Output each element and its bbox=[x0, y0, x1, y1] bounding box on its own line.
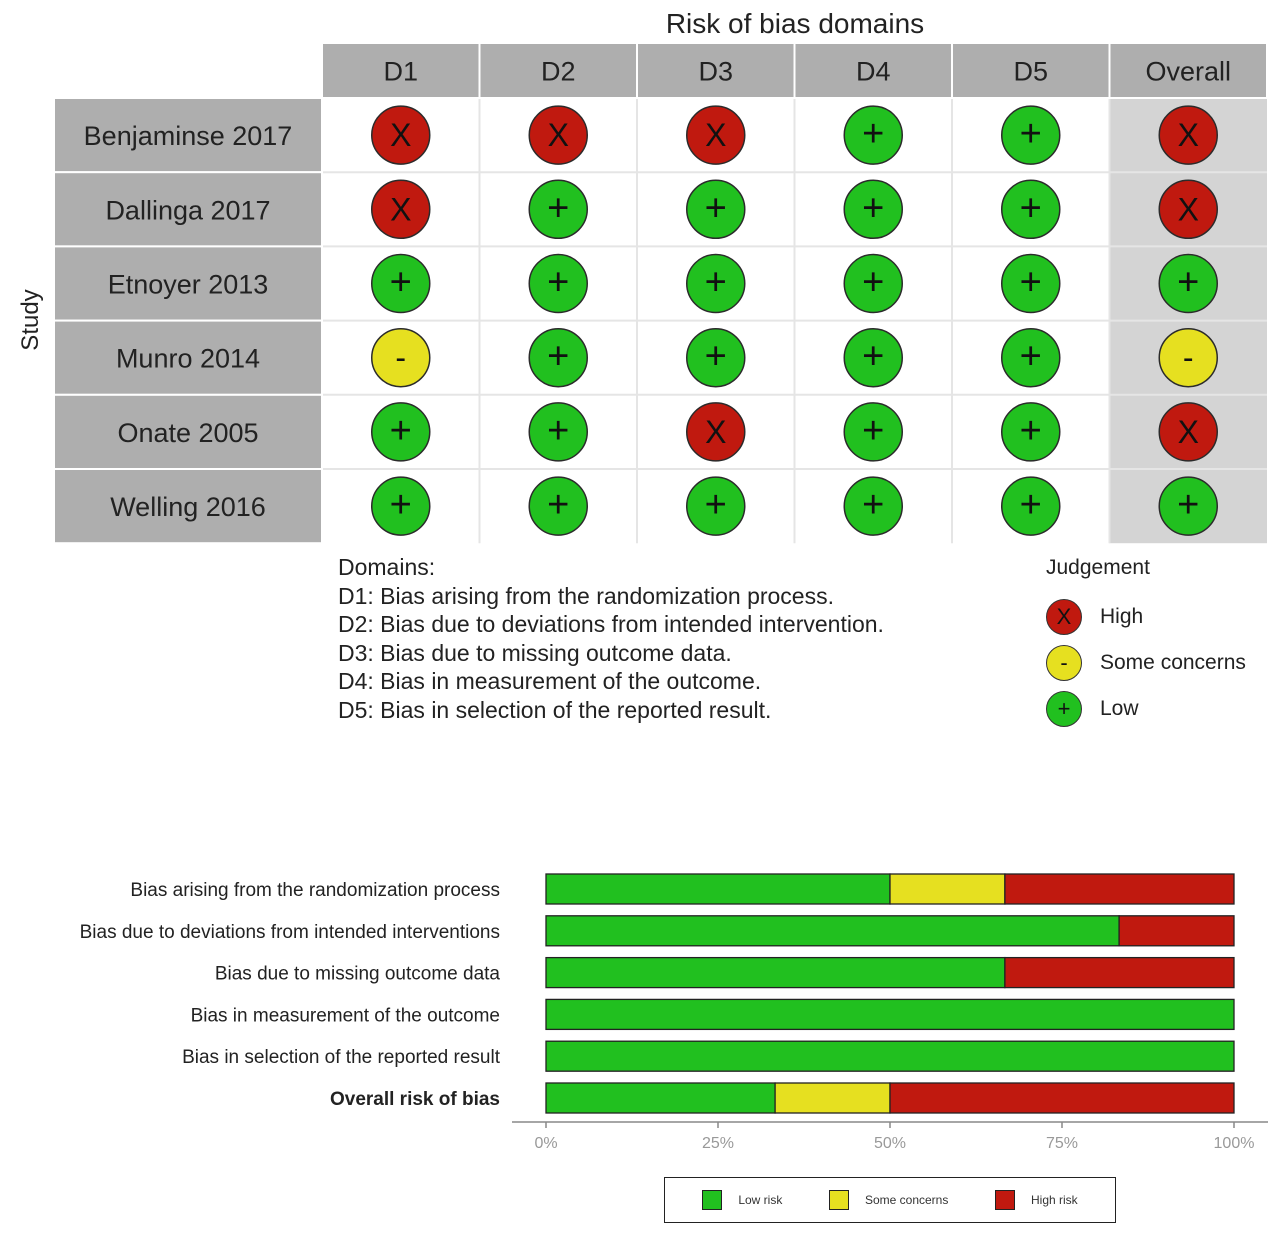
judgement-legend-high bbox=[1046, 594, 1246, 640]
high-risk-icon: X bbox=[1046, 599, 1082, 635]
bar-category-label: Bias due to missing outcome data bbox=[214, 963, 500, 985]
judgement-low-icon bbox=[529, 180, 587, 238]
judgement-symbol: + bbox=[862, 261, 885, 304]
judgement-low-icon bbox=[844, 180, 902, 238]
judgement-legend bbox=[1046, 556, 1246, 732]
judgement-symbol: + bbox=[862, 335, 885, 378]
bar-category-label: Bias in measurement of the outcome bbox=[190, 1005, 500, 1027]
bar-segment-high bbox=[890, 1083, 1234, 1113]
judgement-low-icon bbox=[372, 255, 430, 313]
judgement-symbol: + bbox=[1019, 187, 1042, 230]
judgement-high-icon bbox=[529, 106, 587, 164]
traffic-light-title: Risk of bias domains bbox=[665, 8, 925, 39]
domain-description-d4: D4: Bias in measurement of the outcome. bbox=[338, 668, 762, 694]
judgement-low-icon bbox=[529, 329, 587, 387]
judgement-symbol: X bbox=[1177, 191, 1199, 228]
bar-legend-high bbox=[995, 1190, 1078, 1210]
judgement-symbol: - bbox=[1182, 339, 1194, 376]
judgement-symbol: + bbox=[547, 484, 570, 527]
column-header-overall: Overall bbox=[1145, 56, 1232, 87]
judgement-high-icon bbox=[372, 180, 430, 238]
x-tick-label: 50% bbox=[873, 1135, 907, 1152]
judgement-symbol: + bbox=[389, 409, 412, 452]
judgement-symbol: X bbox=[390, 191, 412, 228]
judgement-low-icon bbox=[1002, 180, 1060, 238]
judgement-low-icon bbox=[687, 180, 745, 238]
traffic-light-study-labels bbox=[54, 98, 322, 543]
bar-chart-x-axis bbox=[512, 1122, 1268, 1152]
bar-segment-low bbox=[546, 1083, 775, 1113]
judgement-low-icon bbox=[1002, 255, 1060, 313]
x-tick-label: 25% bbox=[701, 1135, 735, 1152]
judgement-symbol: + bbox=[1019, 261, 1042, 304]
judgement-symbol: X bbox=[390, 117, 412, 154]
judgement-symbol: X bbox=[1177, 117, 1199, 154]
judgement-symbol: + bbox=[1019, 484, 1042, 527]
column-header-d5: D5 bbox=[1013, 56, 1049, 87]
judgement-legend-low-label: Low bbox=[1100, 697, 1139, 720]
judgement-symbol: + bbox=[1177, 261, 1200, 304]
judgement-high-icon bbox=[1159, 403, 1217, 461]
column-header-d1: D1 bbox=[383, 56, 419, 87]
judgement-symbol: + bbox=[547, 409, 570, 452]
judgement-low-icon bbox=[1159, 255, 1217, 313]
judgement-symbol: + bbox=[547, 187, 570, 230]
judgement-low-icon bbox=[1002, 329, 1060, 387]
judgement-symbol: + bbox=[389, 484, 412, 527]
judgement-symbol: + bbox=[862, 187, 885, 230]
judgement-symbol: + bbox=[389, 261, 412, 304]
judgement-low-icon bbox=[844, 403, 902, 461]
judgement-symbol: X bbox=[547, 117, 569, 154]
judgement-legend-high-label: High bbox=[1100, 605, 1144, 628]
bar-segment-low bbox=[546, 1041, 1234, 1071]
x-tick-label: 75% bbox=[1045, 1135, 1079, 1152]
judgement-low-icon bbox=[529, 403, 587, 461]
judgement-low-icon bbox=[844, 329, 902, 387]
judgement-low-icon bbox=[844, 477, 902, 535]
bar-chart-legend bbox=[664, 1177, 1116, 1223]
high-risk-swatch bbox=[995, 1190, 1015, 1210]
traffic-light-column-headers bbox=[322, 43, 1267, 98]
judgement-symbol: + bbox=[704, 187, 727, 230]
judgement-symbol: + bbox=[1019, 409, 1042, 452]
judgement-symbol: + bbox=[547, 261, 570, 304]
some-concerns-icon: - bbox=[1046, 645, 1082, 681]
judgement-symbol: X bbox=[1177, 413, 1199, 450]
study-label: Etnoyer 2013 bbox=[107, 269, 269, 300]
judgement-low-icon bbox=[844, 255, 902, 313]
bar-segment-low bbox=[546, 958, 1005, 988]
x-tick-label: 0% bbox=[534, 1135, 558, 1152]
judgement-low-icon bbox=[529, 477, 587, 535]
bar-legend-some-label: Some concerns bbox=[864, 1193, 949, 1207]
judgement-symbol: + bbox=[1019, 335, 1042, 378]
judgement-legend-low bbox=[1046, 686, 1246, 732]
bar-legend-low bbox=[702, 1190, 782, 1210]
judgement-legend-some bbox=[1046, 640, 1246, 686]
domain-description-d5: D5: Bias in selection of the reported result. bbox=[338, 696, 772, 723]
bar-segment-high bbox=[1005, 958, 1234, 988]
bar-category-label: Bias arising from the randomization process bbox=[130, 880, 500, 901]
judgement-symbol: + bbox=[547, 335, 570, 378]
bar-segment-high bbox=[1119, 916, 1234, 946]
judgement-low-icon bbox=[1002, 477, 1060, 535]
judgement-low-icon bbox=[372, 403, 430, 461]
judgement-legend-some-label: Some concerns bbox=[1100, 651, 1246, 674]
judgement-low-icon bbox=[1002, 106, 1060, 164]
x-tick-label: 100% bbox=[1213, 1135, 1255, 1152]
judgement-high-icon bbox=[687, 403, 745, 461]
judgement-symbol: X bbox=[705, 117, 727, 154]
bar-segment-some bbox=[775, 1083, 890, 1113]
column-header-d3: D3 bbox=[698, 56, 734, 87]
traffic-light-grid bbox=[322, 98, 1267, 543]
domains-legend bbox=[338, 553, 884, 724]
study-label: Onate 2005 bbox=[117, 417, 259, 448]
judgement-symbol: + bbox=[704, 484, 727, 527]
bar-segment-low bbox=[546, 874, 890, 904]
domain-description-d3: D3: Bias due to missing outcome data. bbox=[338, 639, 732, 666]
study-label: Benjaminse 2017 bbox=[83, 121, 293, 152]
judgement-low-icon bbox=[529, 255, 587, 313]
judgement-some-icon bbox=[372, 329, 430, 387]
bar-category-label: Bias due to deviations from intended interventions bbox=[79, 921, 500, 943]
bar-segment-low bbox=[546, 999, 1234, 1029]
judgement-symbol: + bbox=[862, 113, 885, 156]
low-risk-swatch bbox=[702, 1190, 722, 1210]
bar-legend-some bbox=[829, 1190, 948, 1210]
judgement-some-icon bbox=[1159, 329, 1217, 387]
traffic-light-y-axis-label: Study bbox=[17, 289, 44, 351]
study-label: Welling 2016 bbox=[110, 492, 266, 523]
column-header-d4: D4 bbox=[855, 56, 891, 87]
judgement-symbol: + bbox=[1177, 484, 1200, 527]
bar-category-label: Overall risk of bias bbox=[329, 1089, 500, 1110]
judgement-symbol: + bbox=[704, 261, 727, 304]
judgement-low-icon bbox=[687, 255, 745, 313]
bar-segment-low bbox=[546, 916, 1119, 946]
bar-category-label: Bias in selection of the reported result bbox=[182, 1047, 500, 1069]
judgement-symbol: + bbox=[862, 409, 885, 452]
judgement-high-icon bbox=[1159, 180, 1217, 238]
domain-description-d1: D1: Bias arising from the randomization process. bbox=[338, 582, 834, 609]
judgement-low-icon bbox=[1159, 477, 1217, 535]
judgement-symbol: X bbox=[705, 413, 727, 450]
judgement-low-icon bbox=[1002, 403, 1060, 461]
column-header-d2: D2 bbox=[540, 56, 576, 87]
some-concerns-swatch bbox=[829, 1190, 849, 1210]
judgement-high-icon bbox=[1159, 106, 1217, 164]
judgement-symbol: + bbox=[862, 484, 885, 527]
judgement-legend-title: Judgement bbox=[1046, 556, 1150, 579]
judgement-symbol: - bbox=[395, 339, 407, 376]
bar-chart-category-labels bbox=[80, 880, 501, 1110]
bar-segment-high bbox=[1005, 874, 1234, 904]
study-label: Munro 2014 bbox=[115, 343, 261, 374]
judgement-symbol: + bbox=[704, 335, 727, 378]
judgement-low-icon bbox=[687, 477, 745, 535]
domain-description-d2: D2: Bias due to deviations from intended intervention. bbox=[338, 611, 884, 637]
bar-segment-some bbox=[890, 874, 1005, 904]
judgement-symbol: + bbox=[1019, 113, 1042, 156]
judgement-low-icon bbox=[372, 477, 430, 535]
judgement-low-icon bbox=[687, 329, 745, 387]
judgement-high-icon bbox=[372, 106, 430, 164]
domains-legend-title: Domains: bbox=[338, 554, 436, 580]
judgement-low-icon bbox=[844, 106, 902, 164]
bar-legend-high-label: High risk bbox=[1030, 1193, 1078, 1207]
study-label: Dallinga 2017 bbox=[105, 195, 271, 226]
bar-legend-low-label: Low risk bbox=[738, 1193, 783, 1207]
low-risk-icon: + bbox=[1046, 691, 1082, 727]
bar-chart-bars bbox=[546, 874, 1234, 1113]
judgement-high-icon bbox=[687, 106, 745, 164]
